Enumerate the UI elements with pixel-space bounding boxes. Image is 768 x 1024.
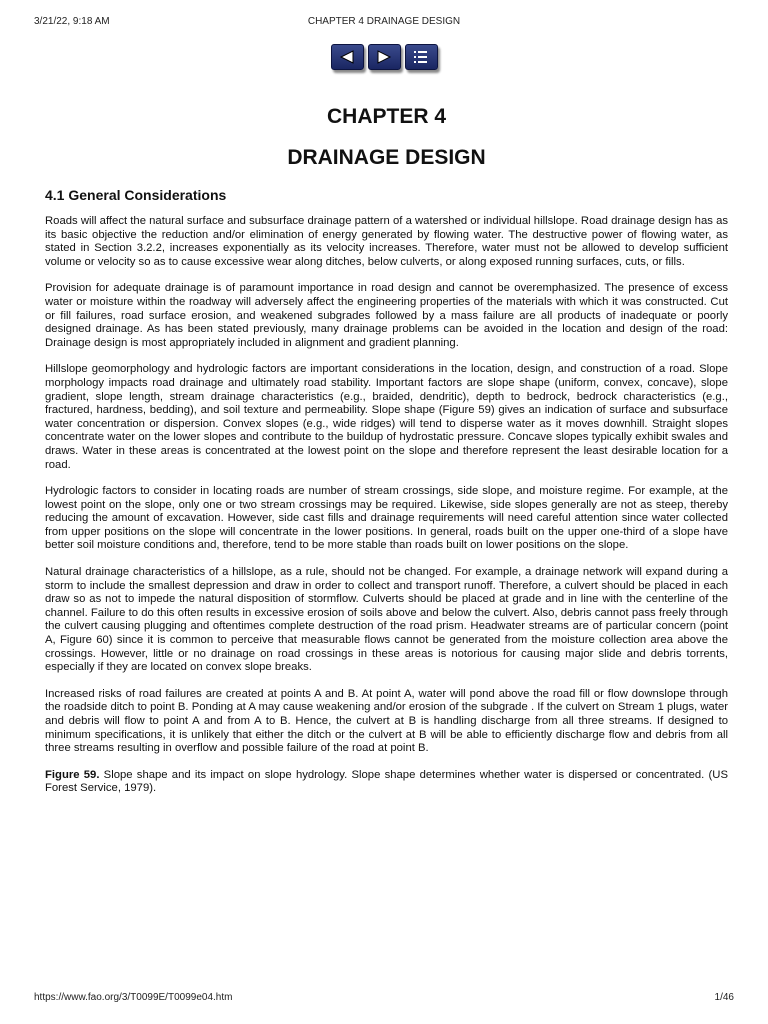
figure-label: Figure 59. xyxy=(45,768,100,781)
document-content xyxy=(45,96,728,796)
print-header xyxy=(34,16,734,30)
print-datetime: 3/21/22, 9:18 AM xyxy=(34,16,110,27)
right-triangle-icon xyxy=(376,50,392,64)
paragraph-5: Natural drainage characteristics of a hillslope, as a rule, should not be changed. For example, a drainage network will expand during a storm to include the smallest depression and draw in order to collect and transport runoff. Therefore, a culvert should be placed in each draw so as not to impede the natural disposition of stormflow. Culverts should be placed at grade and in line with the centerline of the channel. Failure to do this often results in excessive erosion of soils above and below the culvert. Also, debris cannot pass freely through the culvert causing plugging and oftentimes complete destruction of the road prism. Headwater streams are of particular concern (point A, Figure 60) since it is common to perceive that measurable flows cannot be generated from the moisture collection area above the crossings. However, little or no drainage on road crossings in these areas is notorious for causing major slide and debris torrents, especially if they are located on convex slope breaks. xyxy=(45,566,728,674)
chapter-title: DRAINAGE DESIGN xyxy=(287,146,486,169)
chapter-label: CHAPTER 4 xyxy=(326,105,447,128)
previous-page-button[interactable] xyxy=(331,44,364,70)
paragraph-1: Roads will affect the natural surface and subsurface drainage pattern of a watershed or individual hillslope. Road drainage design has as its basic objective the reduction and/or elimination of energy generated by flowing water. The destructive power of flowing water, as stated in Section 3.2.2, increases exponentially as its velocity increases. Therefore, water must not be allowed to develop sufficient volume or velocity so as to cause excessive wear along ditches, below culverts, or along exposed running surfaces, cuts, or fills. xyxy=(45,215,728,268)
page-counter: 1/46 xyxy=(714,992,734,1003)
print-footer xyxy=(34,992,734,1006)
figure-caption xyxy=(45,769,728,796)
paragraph-2: Provision for adequate drainage is of paramount importance in road design and cannot be overemphasized. The presence of excess water or moisture within the roadway will adversely affect the engineering properties of the materials with which it was constructed. Cut or fill failures, road surface erosion, and weakened subgrades followed by a mass failure are all products of inadequate or poorly designed drainage. As has been stated previously, many drainage problems can be avoided in the location and design of the road: Drainage design is most appropriately included in alignment and gradient planning. xyxy=(45,282,728,349)
next-page-button[interactable] xyxy=(368,44,401,70)
paragraph-4: Hydrologic factors to consider in locating roads are number of stream crossings, side slope, and moisture regime. For example, at the lowest point on the slope, only one or two stream crossings may be required. Likewise, side slopes generally are not as steep, thereby reducing the amount of excavation. However, side cast fills and drainage requirements will need careful attention since water collected from upper positions on the slope will concentrate in the lower positions. In general, roads built on the upper one-third of a slope have better soil moisture conditions and, therefore, tend to be more stable than roads built on lower positions on the slope. xyxy=(45,485,728,552)
paragraph-6: Increased risks of road failures are created at points A and B. At point A, water will pond above the road fill or flow downslope through the roadside ditch to point B. Ponding at A may cause weakening and/or erosion of the subgrade . If the culvert on Stream 1 plugs, water and debris will flow to point A and from A to B. Hence, the culvert at B is handling discharge from all three streams. If designed to minimum specifications, it is unlikely that either the ditch or the culvert at B will be able to efficiently discharge flow and debris from all three streams resulting in overflow and possible failure of the road at point B. xyxy=(45,687,728,755)
paragraph-3: Hillslope geomorphology and hydrologic factors are important considerations in the location, design, and construction of a road. Slope morphology impacts road drainage and ultimately road stability. Important factors are slope shape (uniform, convex, concave), slope gradient, slope length, stream drainage characteristics (e.g., braided, dendritic), depth to bedrock, bedrock characteristics (e.g., fractured, hardness, bedding), and soil texture and permeability. Slope shape (Figure 59) gives an indication of surface and subsurface water concentration or dispersion. Convex slopes (e.g., wide ridges) will tend to disperse water as it moves downhill. Straight slopes concentrate water on the lower slopes and contribute to the buildup of hydrostatic pressure. Concave slopes typically exhibit swales and draws. Water in these areas is concentrated at the lowest point on the slope and therefore represent the least desirable location for a road. xyxy=(45,363,728,471)
page-navigation xyxy=(0,44,768,74)
page-url: https://www.fao.org/3/T0099E/T0099e04.htm xyxy=(34,992,233,1003)
list-icon xyxy=(412,49,430,65)
contents-button[interactable] xyxy=(405,44,438,70)
left-triangle-icon xyxy=(339,50,355,64)
print-doc-title: CHAPTER 4 DRAINAGE DESIGN xyxy=(307,16,461,27)
figure-caption-text: Slope shape and its impact on slope hydrology. Slope shape determines whether water is dispersed or concentrated. (US Forest Service, 1979). xyxy=(45,768,728,795)
section-heading: 4.1 General Considerations xyxy=(45,187,227,203)
